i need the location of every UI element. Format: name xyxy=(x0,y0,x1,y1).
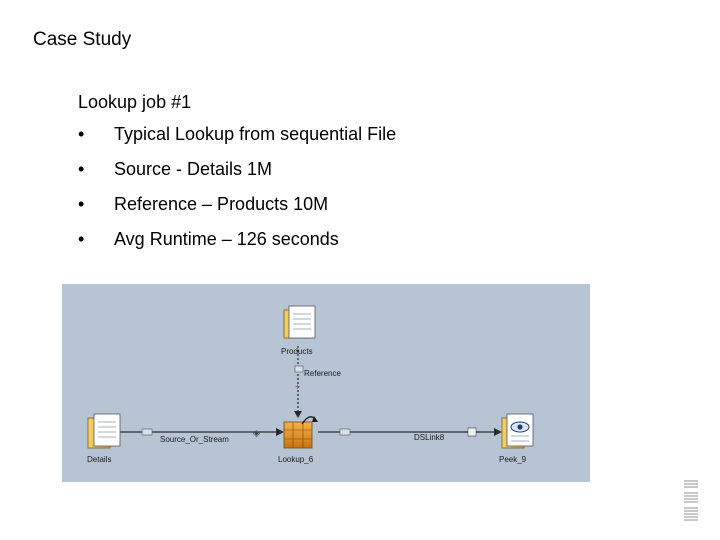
details-stage-label: Details xyxy=(87,455,112,464)
output-link-label: DSLink8 xyxy=(414,433,445,442)
sequential-file-icon xyxy=(88,414,120,448)
bullet-glyph: • xyxy=(78,159,85,179)
slide-title: Case Study xyxy=(33,29,132,50)
lookup-stage-label: Lookup_6 xyxy=(278,455,314,464)
bullet-text: Source - Details 1M xyxy=(114,159,273,179)
products-stage[interactable] xyxy=(281,306,315,356)
peek-icon xyxy=(502,414,533,448)
bullet-glyph: • xyxy=(78,194,85,214)
bullet-text: Reference – Products 10M xyxy=(114,194,329,214)
details-stage[interactable] xyxy=(87,414,120,464)
bullet-glyph: • xyxy=(78,124,85,144)
slide-subtitle: Lookup job #1 xyxy=(78,92,192,112)
bullet-text: Typical Lookup from sequential File xyxy=(114,124,397,144)
peek-stage-label: Peek_9 xyxy=(499,455,527,464)
link-marker-icon xyxy=(468,428,476,436)
link-order-icon: ◈ xyxy=(253,428,260,438)
reference-link[interactable] xyxy=(294,346,341,418)
sequential-file-icon xyxy=(284,306,315,338)
lookup-stage[interactable] xyxy=(278,416,318,464)
bullet-text: Avg Runtime – 126 seconds xyxy=(114,229,339,249)
job-diagram xyxy=(62,284,590,482)
lookup-icon xyxy=(284,416,318,448)
link-marker-icon xyxy=(295,366,303,372)
link-order-icon: + xyxy=(295,382,301,392)
output-link[interactable] xyxy=(318,428,502,442)
source-link-label: Source_Or_Stream xyxy=(160,435,229,444)
link-marker-icon xyxy=(142,429,152,435)
source-link[interactable] xyxy=(120,428,284,444)
reference-link-label: Reference xyxy=(304,369,341,378)
bullet-glyph: • xyxy=(78,229,85,249)
job-design-canvas[interactable] xyxy=(62,284,590,482)
products-stage-label: Products xyxy=(281,347,313,356)
link-marker-icon xyxy=(340,429,350,435)
peek-stage[interactable] xyxy=(499,414,533,464)
ibm-logo xyxy=(682,478,700,524)
